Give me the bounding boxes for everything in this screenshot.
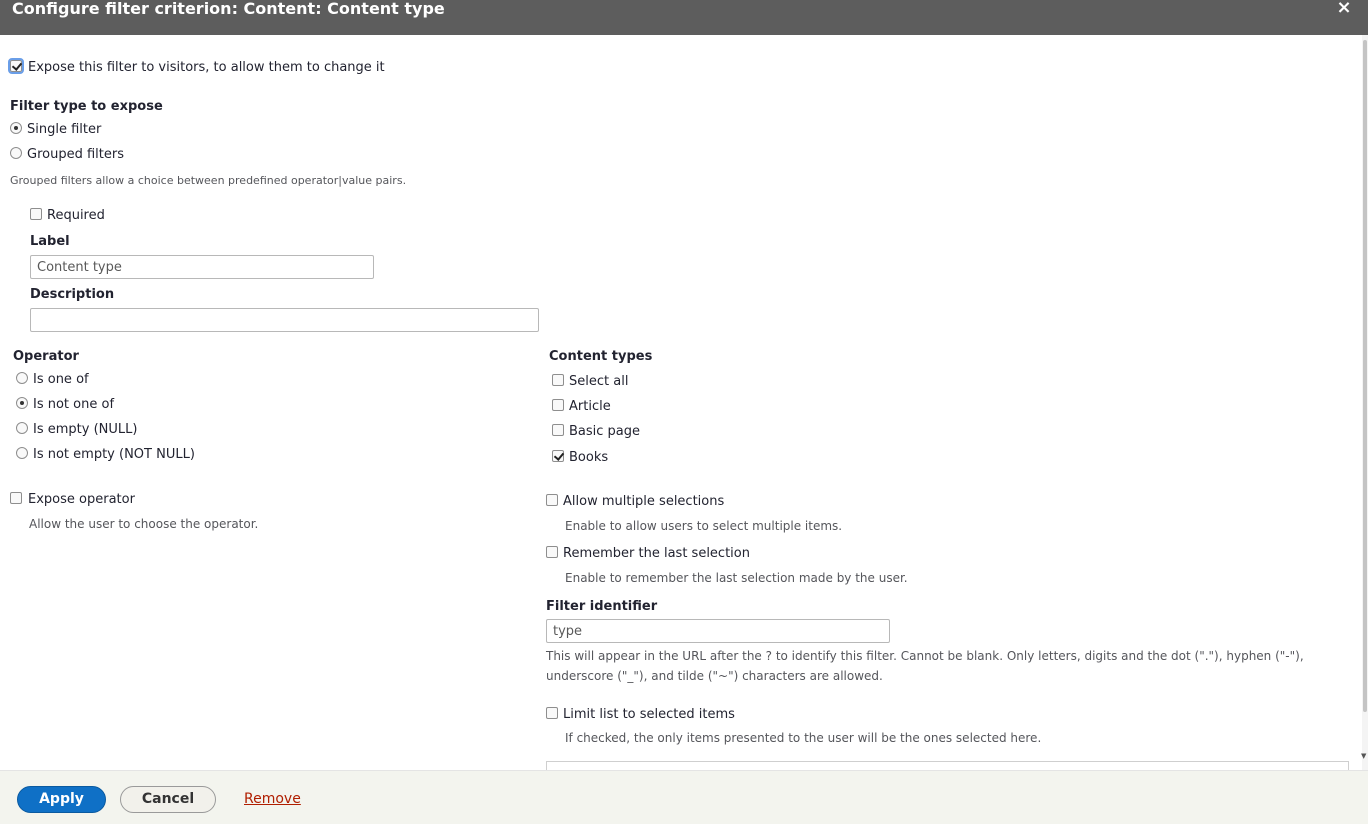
dialog-footer [0, 770, 1368, 824]
grouped-filters-radio[interactable] [10, 147, 22, 159]
filter-type-heading: Filter type to expose [10, 99, 163, 114]
remove-link[interactable]: Remove [244, 791, 301, 807]
apply-button[interactable]: Apply [17, 786, 106, 813]
grouped-filters-description: Grouped filters allow a choice between predefined operator|value pairs. [10, 174, 407, 187]
scrollbar-thumb[interactable] [1363, 40, 1367, 712]
dialog-title-bar [0, 0, 1368, 35]
filter-identifier-input[interactable] [546, 619, 890, 643]
operator-heading: Operator [13, 349, 79, 364]
operator-is-not-one-of-radio[interactable] [16, 397, 28, 409]
operator-is-one-of-label: Is one of [33, 372, 89, 387]
required-checkbox[interactable] [30, 208, 42, 220]
allow-multiple-description: Enable to allow users to select multiple items. [565, 519, 843, 533]
limit-list-label: Limit list to selected items [563, 707, 735, 722]
expose-operator-checkbox[interactable] [10, 492, 22, 504]
operator-is-not-one-of-label: Is not one of [33, 397, 115, 412]
select-all-checkbox[interactable] [552, 374, 564, 386]
expose-operator-label: Expose operator [28, 492, 135, 507]
allow-multiple-checkbox[interactable] [546, 494, 558, 506]
select-all-label: Select all [569, 374, 629, 389]
limit-list-description: If checked, the only items presented to the user will be the ones selected here. [565, 731, 1042, 745]
label-input[interactable] [30, 255, 374, 279]
books-label: Books [569, 450, 609, 465]
filter-identifier-description-line2: underscore ("_"), and tilde ("~") characters are allowed. [546, 669, 883, 683]
operator-is-not-empty-radio[interactable] [16, 447, 28, 459]
operator-is-empty-radio[interactable] [16, 422, 28, 434]
operator-is-empty-label: Is empty (NULL) [33, 422, 138, 437]
expose-operator-description: Allow the user to choose the operator. [29, 517, 259, 531]
scroll-down-arrow-icon[interactable]: ▼ [1361, 752, 1367, 760]
close-icon[interactable]: × [1336, 0, 1352, 18]
limit-list-checkbox[interactable] [546, 707, 558, 719]
content-types-heading: Content types [549, 349, 653, 364]
dialog-title: Configure filter criterion: Content: Content type [12, 0, 445, 18]
single-filter-radio[interactable] [10, 122, 22, 134]
filter-identifier-description-line1: This will appear in the URL after the ? to identify this filter. Cannot be blank. Only letters, digits and the dot ("."), hyphen ("-"), [546, 649, 1304, 663]
books-checkbox[interactable] [552, 450, 564, 462]
description-input[interactable] [30, 308, 539, 332]
article-checkbox[interactable] [552, 399, 564, 411]
expose-filter-checkbox[interactable] [10, 60, 22, 72]
label-field-heading: Label [30, 234, 70, 249]
allow-multiple-label: Allow multiple selections [563, 494, 725, 509]
grouped-filters-label: Grouped filters [27, 147, 124, 162]
expose-filter-label: Expose this filter to visitors, to allow them to change it [28, 60, 385, 75]
description-field-heading: Description [30, 287, 115, 302]
cancel-button[interactable]: Cancel [120, 786, 216, 813]
filter-identifier-heading: Filter identifier [546, 599, 658, 614]
article-label: Article [569, 399, 611, 414]
remember-last-label: Remember the last selection [563, 546, 750, 561]
operator-is-not-empty-label: Is not empty (NOT NULL) [33, 447, 195, 462]
remember-last-description: Enable to remember the last selection made by the user. [565, 571, 908, 585]
remember-last-checkbox[interactable] [546, 546, 558, 558]
required-label: Required [47, 208, 105, 223]
single-filter-label: Single filter [27, 122, 102, 137]
basic-page-label: Basic page [569, 424, 641, 439]
basic-page-checkbox[interactable] [552, 424, 564, 436]
operator-is-one-of-radio[interactable] [16, 372, 28, 384]
